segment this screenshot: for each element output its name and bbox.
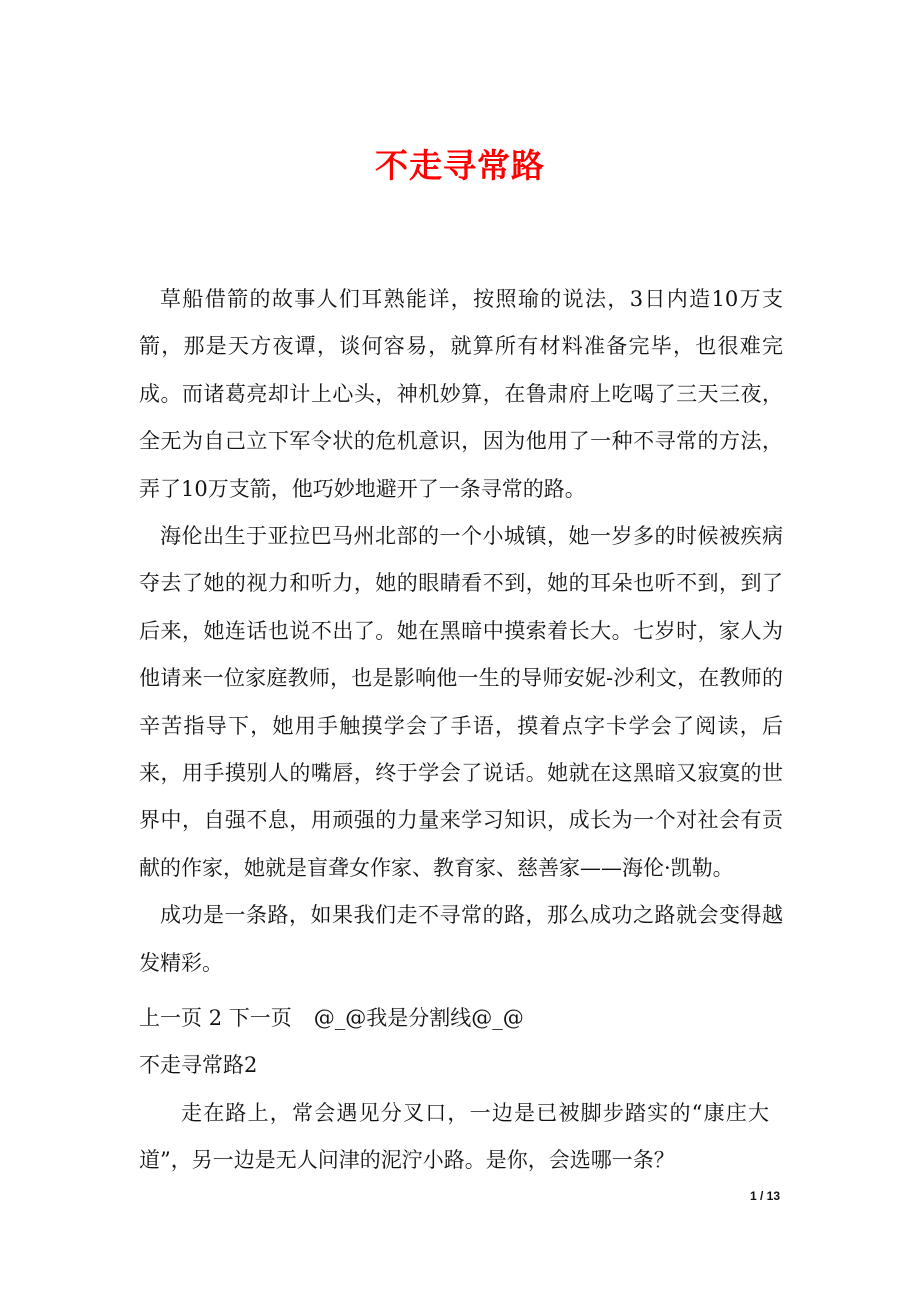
page-navigation: [139, 995, 524, 1042]
current-page-number: 2: [208, 1006, 223, 1030]
paragraph-3: 成功是一条路，如果我们走不寻常的路，那么成功之路就会变得越发精彩。: [139, 903, 783, 975]
article-body: [139, 276, 783, 987]
page-indicator: 1 / 13: [749, 1189, 780, 1203]
section-subtitle: 不走寻常路2: [139, 1053, 258, 1077]
prev-page-link[interactable]: 上一页: [139, 1006, 202, 1030]
next-page-link[interactable]: 下一页: [228, 1006, 292, 1030]
divider-text: @_@我是分割线@_@: [313, 1006, 524, 1030]
document-title: 不走寻常路: [375, 146, 545, 185]
paragraph-4: 走在路上，常会遇见分叉口，一边是已被脚步踏实的“康庄大道”，另一边是无人问津的泥泞小路。是你，会选哪一条？: [139, 1101, 769, 1172]
paragraph-1: 草船借箭的故事人们耳熟能详，按照瑜的说法，3日内造10万支箭，那是天方夜谭，谈何容易，就算所有材料准备完毕，也很难完成。而诸葛亮却计上心头，神机妙算，在鲁肃府上吃喝了三天三夜，全无为自己立下军令状的危机意识，因为他用了一种不寻常的方法，弄了10万支箭，他巧妙地避开了一条寻常的路。: [139, 287, 783, 501]
paragraph-2: 海伦出生于亚拉巴马州北部的一个小城镇，她一岁多的时候被疾病夺去了她的视力和听力，她的眼睛看不到，她的耳朵也听不到，到了后来，她连话也说不出了。她在黑暗中摸索着长大。七岁时，家人为他请来一位家庭教师，也是影响他一生的导师安妮-沙利文，在教师的辛苦指导下，她用手触摸学会了手语，摸着点字卡学会了阅读，后来，用手摸别人的嘴唇，终于学会了说话。她就在这黑暗又寂寞的世界中，自强不息，用顽强的力量来学习知识，成长为一个对社会有贡献的作家，她就是盲聋女作家、教育家、慈善家——海伦·凯勒。: [139, 524, 783, 880]
